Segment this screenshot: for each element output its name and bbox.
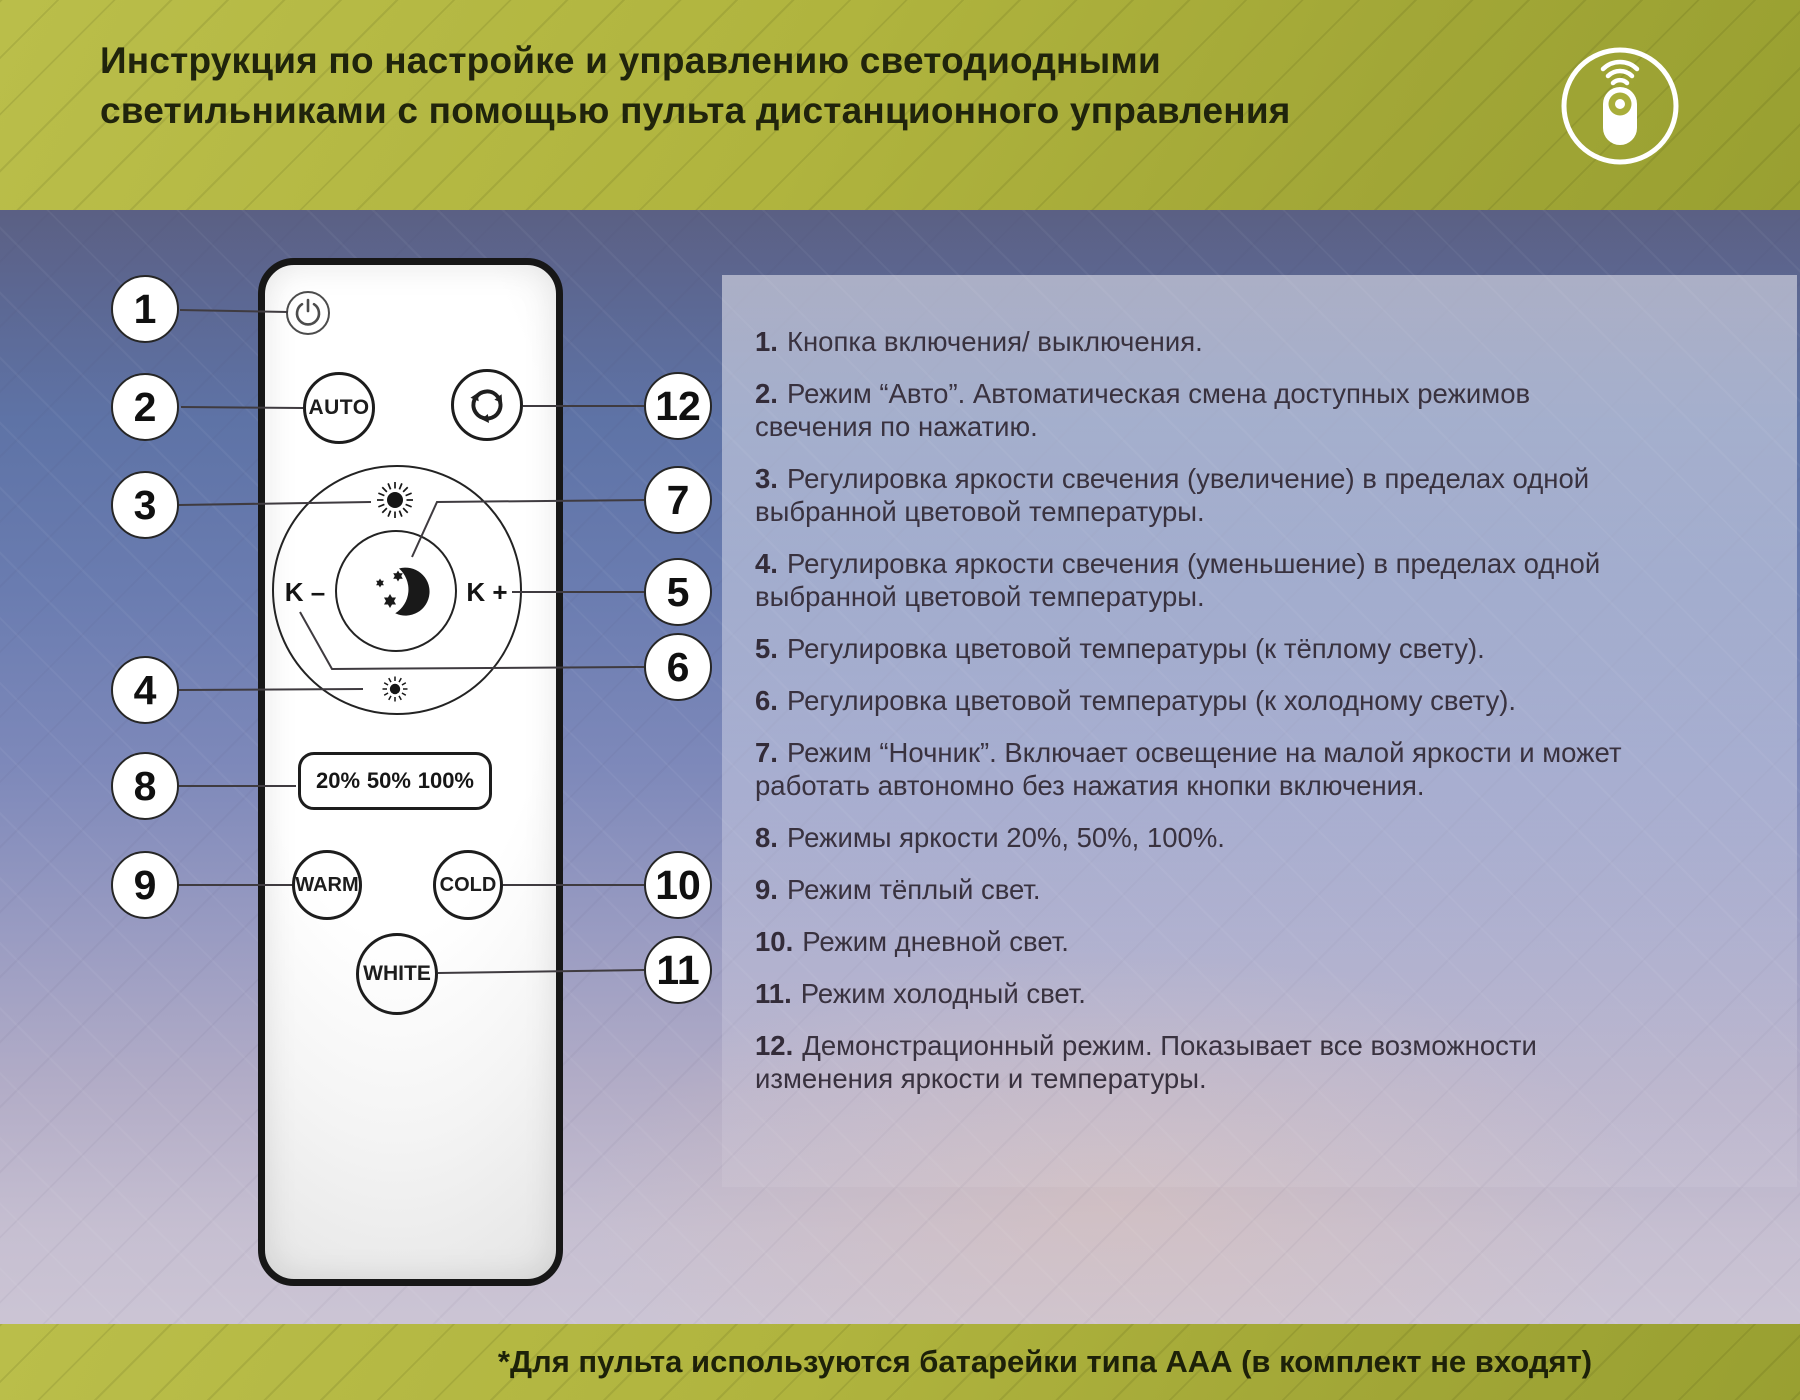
instruction-item-10: [755, 925, 1655, 958]
callout-9-label: 9: [133, 861, 157, 908]
callout-6-label: 6: [666, 643, 690, 690]
auto-label: AUTO: [308, 396, 370, 419]
instruction-item-3: [755, 462, 1655, 528]
item-text: Режим “Ночник”. Включает освещение на малой яркости и может работать автономно без нажатия кнопки включения.: [755, 737, 1622, 801]
remote-signal-icon: [1558, 44, 1682, 168]
callout-6: [644, 633, 712, 701]
item-text: Режим тёплый свет.: [786, 874, 1041, 905]
item-number: 7.: [755, 737, 778, 768]
callout-4: [111, 656, 179, 724]
callout-7: [644, 466, 712, 534]
callout-1-label: 1: [133, 285, 157, 332]
callout-8-label: 8: [133, 762, 157, 809]
callout-12: [644, 372, 712, 440]
brightness-down-button[interactable]: [380, 674, 410, 704]
instruction-item-9: [755, 873, 1655, 906]
callout-10: [644, 851, 712, 919]
callout-12-label: 12: [655, 382, 701, 429]
item-text: Кнопка включения/ выключения.: [786, 326, 1203, 357]
item-number: 11.: [755, 978, 792, 1009]
item-text: Режим холодный свет.: [800, 978, 1086, 1009]
callout-1: [111, 275, 179, 343]
item-number: 10.: [755, 926, 794, 957]
instruction-item-4: [755, 547, 1655, 613]
preset-50-label: 50%: [366, 768, 411, 793]
item-number: 8.: [755, 822, 778, 853]
brightness-up-button[interactable]: [373, 478, 417, 522]
item-text: Режим “Авто”. Автоматическая смена доступных режимов свечения по нажатию.: [755, 378, 1531, 442]
power-button[interactable]: [284, 289, 332, 337]
auto-button[interactable]: [303, 372, 375, 444]
sun-bright-icon: [373, 478, 417, 522]
item-number: 9.: [755, 874, 778, 905]
sun-dim-icon: [380, 674, 410, 704]
white-label: WHITE: [363, 962, 431, 985]
k-minus-button[interactable]: K –: [284, 577, 326, 607]
page-title: Инструкция по настройке и управлению светодиодными светильниками с помощью пульта дистанционного управления: [100, 40, 1291, 131]
callout-10-label: 10: [655, 861, 701, 908]
preset-20-label: 20%: [316, 768, 361, 793]
item-text: Режимы яркости 20%, 50%, 100%.: [786, 822, 1225, 853]
callout-2-label: 2: [133, 383, 157, 430]
instruction-item-1: [755, 325, 1655, 358]
footer: [0, 1324, 1800, 1400]
item-text: Регулировка яркости свечения (уменьшение) в пределах одной выбранной цветовой температуры.: [755, 548, 1601, 612]
instruction-item-12: [755, 1029, 1655, 1095]
warm-button[interactable]: [292, 850, 362, 920]
callout-7-label: 7: [666, 476, 690, 523]
callout-9: [111, 851, 179, 919]
instruction-item-2: [755, 377, 1655, 443]
callout-5: [644, 558, 712, 626]
remote-illustration: [258, 258, 563, 1286]
night-mode-button[interactable]: [335, 530, 457, 652]
header: [0, 0, 1800, 210]
moon-stars-icon: [362, 557, 430, 625]
item-text: Режим дневной свет.: [802, 926, 1069, 957]
instruction-item-8: [755, 821, 1655, 854]
callout-5-label: 5: [666, 568, 690, 615]
callout-3-label: 3: [133, 481, 157, 528]
item-number: 2.: [755, 378, 778, 409]
callout-2: [111, 373, 179, 441]
item-text: Регулировка цветовой температуры (к тёплому свету).: [786, 633, 1485, 664]
item-number: 3.: [755, 463, 778, 494]
demo-mode-button[interactable]: [451, 369, 523, 441]
item-number: 1.: [755, 326, 778, 357]
preset-100-label: 100%: [417, 768, 474, 793]
instruction-item-7: [755, 736, 1655, 802]
item-text: Демонстрационный режим. Показывает все возможности изменения яркости и температуры.: [755, 1030, 1537, 1094]
white-button[interactable]: [356, 933, 438, 1015]
k-plus-button[interactable]: K +: [466, 577, 508, 607]
callout-8: [111, 752, 179, 820]
item-number: 6.: [755, 685, 778, 716]
warm-label: WARM: [295, 873, 359, 896]
instruction-item-5: [755, 632, 1655, 665]
footer-note: *Для пульта используются батарейки типа ААА (в комплект не входят): [497, 1344, 1593, 1379]
instruction-item-6: [755, 684, 1655, 717]
instructions-panel: [722, 275, 1797, 1187]
recycle-icon: [464, 382, 510, 428]
callout-11-label: 11: [656, 946, 700, 993]
power-icon: [284, 289, 332, 337]
item-number: 12.: [755, 1030, 794, 1061]
item-text: Регулировка яркости свечения (увеличение) в пределах одной выбранной цветовой температуры.: [755, 463, 1590, 527]
brightness-presets-button[interactable]: [298, 752, 492, 810]
instruction-item-11: [755, 977, 1655, 1010]
cold-button[interactable]: [433, 850, 503, 920]
callout-11: [644, 936, 712, 1004]
callout-3: [111, 471, 179, 539]
callout-4-label: 4: [133, 666, 157, 713]
cold-label: COLD: [439, 873, 497, 896]
item-number: 5.: [755, 633, 778, 664]
item-text: Регулировка цветовой температуры (к холодному свету).: [786, 685, 1517, 716]
item-number: 4.: [755, 548, 778, 579]
